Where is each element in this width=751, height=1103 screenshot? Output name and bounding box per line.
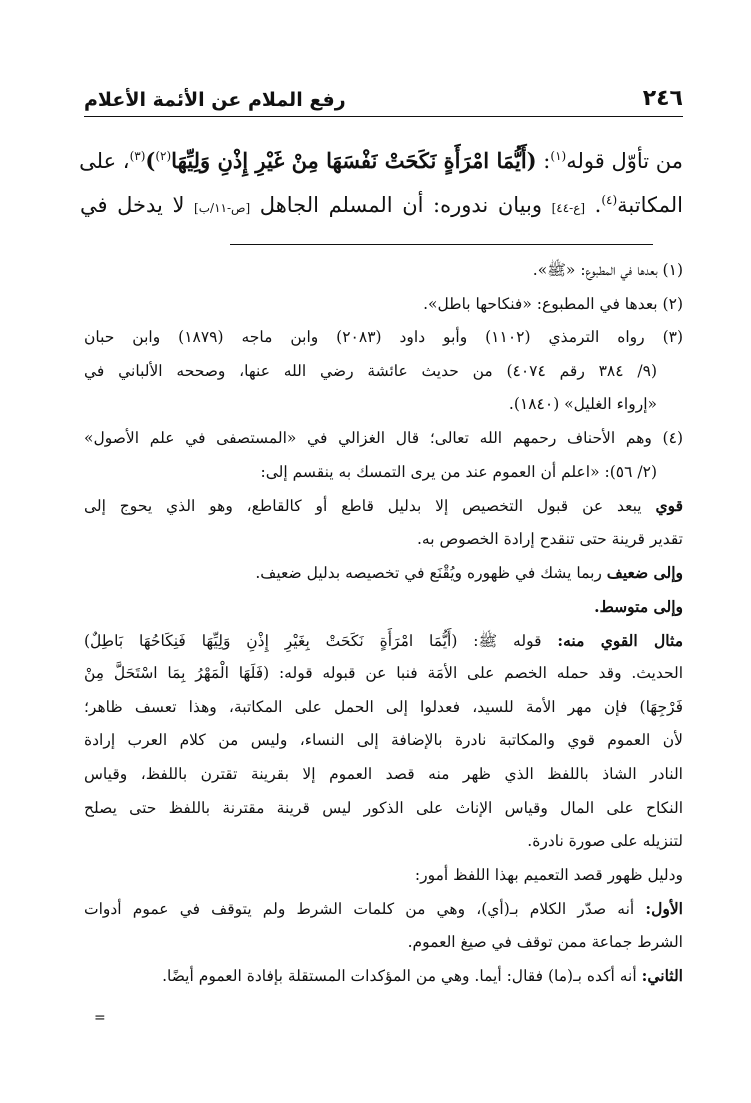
text-span: ، على (79, 149, 130, 173)
main-line-2 (80, 178, 683, 222)
footnote-line: الثاني: أنه أكده بـ(ما) فقال: أيما. وهي من المؤكدات المستقلة بإفادة العموم أيضًا. (162, 966, 683, 986)
text-span: . (585, 193, 602, 217)
footnote-emphasis: وإلى ضعيف (606, 563, 683, 583)
footnote-line: ودليل ظهور قصد التعميم بهذا اللفظ أمور: (414, 865, 683, 884)
footnote-line: تقدير قرينة حتى تنقدح إرادة الخصوص به. (416, 529, 683, 548)
footnote-line: لتنزيله على صورة نادرة. (527, 832, 683, 851)
footnote-line: قوي يبعد عن قبول التخصيص إلا بدليل قاطع أو كالقاطع، وهو الذي يحوج إلى (84, 496, 683, 516)
footnote-line: (١) بعدها في المطبوع: «ﷺ». (532, 261, 683, 279)
continuation-mark: = (94, 1010, 106, 1026)
footnote-line: الحديث. وقد حمله الخصم على الأمَة فنبا عن قبوله قوله: (فَلَهَا الْمَهْرُ بِمَا اسْتَحَلَّ مِنْ (84, 664, 683, 683)
manuscript-marker: [ع-٤٤] (551, 201, 586, 215)
footnote-line: مثال القوي منه: قوله ﷺ: (أَيُّمَا امْرَأَةٍ نَكَحَتْ بِغَيْرِ إِذْنِ وَلِيِّهَا فَنِكَاحُهَا بَاطِلٌ) (84, 630, 683, 650)
footnote-emphasis: قوي (655, 496, 683, 516)
footnote-line: فَرْجِهَا) فإن مهر الأمة للسيد، فعدلوا إلى الحمل على المكاتبة، وهذا تعسف ظاهر؛ (84, 697, 683, 716)
footnote-emphasis: مثال القوي منه: (557, 630, 683, 650)
book-title: رفع الملام عن الأئمة الأعلام (84, 89, 346, 111)
text-span: المكاتبة (617, 193, 683, 217)
footnote-line: (٣) رواه الترمذي (١١٠٢) وأبو داود (٢٠٨٣) وابن ماجه (١٨٧٩) وابن حبان (84, 328, 684, 347)
text-span: لا يدخل في (80, 193, 195, 217)
footnote-ref: (٣) (129, 149, 146, 163)
manuscript-marker: [ص-١١/ب] (194, 201, 251, 215)
page-number: ٢٤٦ (642, 86, 683, 111)
footnote-ref: (١) (550, 149, 567, 163)
hadith-quote: (أَيُّمَا امْرَأَةٍ نَكَحَتْ نَفْسَهَا مِنْ غَيْرِ إِذْنِ وَلِيِّهَا (171, 148, 537, 173)
footnote-line (84, 590, 683, 624)
footnote-emphasis: الثاني: (641, 966, 683, 986)
footnote-line: (٩/ ٣٨٤ رقم ٤٠٧٤) من حديث عائشة رضي الله عنها، وصححه الألباني في (84, 361, 657, 380)
footnote-line: النادر الشاذ باللفظ الذي ظهر منه قصد العموم إلا بقرينة تقترن باللفظ، وقياس (84, 764, 683, 783)
footnote-line: الأول: أنه صدّر الكلام بـ(أي)، وهي من كلمات الشرط ولم يتوقف في عموم أدوات (84, 899, 683, 919)
footnote-line: الشرط جماعة ممن توقف في صيغ العموم. (407, 932, 683, 951)
footnote-line: (٢/ ٥٦): «اعلم أن العموم عند من يرى التمسك به ينقسم إلى: (260, 462, 657, 481)
footnote-divider (230, 244, 653, 245)
footnote-line: «إرواء الغليل» (١٨٤٠). (508, 395, 657, 414)
footnote-line: (٢) بعدها في المطبوع: «فنكاحها باطل». (423, 294, 683, 313)
text-span: وبيان ندوره: أن المسلم الجاهل (250, 193, 552, 217)
hadith-quote-close: ) (145, 148, 156, 173)
text-span: : (536, 149, 551, 173)
running-header (84, 86, 683, 117)
footnote-line: وإلى ضعيف ربما يشك في ظهوره ويُقْنَع في تخصيصه بدليل ضعيف. (255, 563, 683, 583)
footnote-emphasis: وإلى متوسط. (594, 596, 683, 616)
footnote-ref: (٤) (601, 193, 618, 207)
footnote-line: (٤) وهم الأحناف رحمهم الله تعالى؛ قال الغزالي في «المستصفى في علم الأصول» (84, 428, 683, 447)
footnote-emphasis: الأول: (645, 899, 683, 919)
main-text (80, 134, 683, 222)
footnote-ref: (٢) (155, 149, 172, 163)
main-line-1 (80, 134, 683, 178)
footnotes (84, 254, 683, 993)
text-span: من تأوّل قوله (566, 149, 683, 173)
footnote-line: لأن العموم قوي والمكاتبة نادرة بالإضافة إلى النساء، وليس من كلام العرب إرادة (84, 731, 683, 750)
footnote-line: النكاح على المال وقياس الإناث على الذكور ليس قرينة مقترنة باللفظ حتى يصلح (84, 798, 683, 817)
